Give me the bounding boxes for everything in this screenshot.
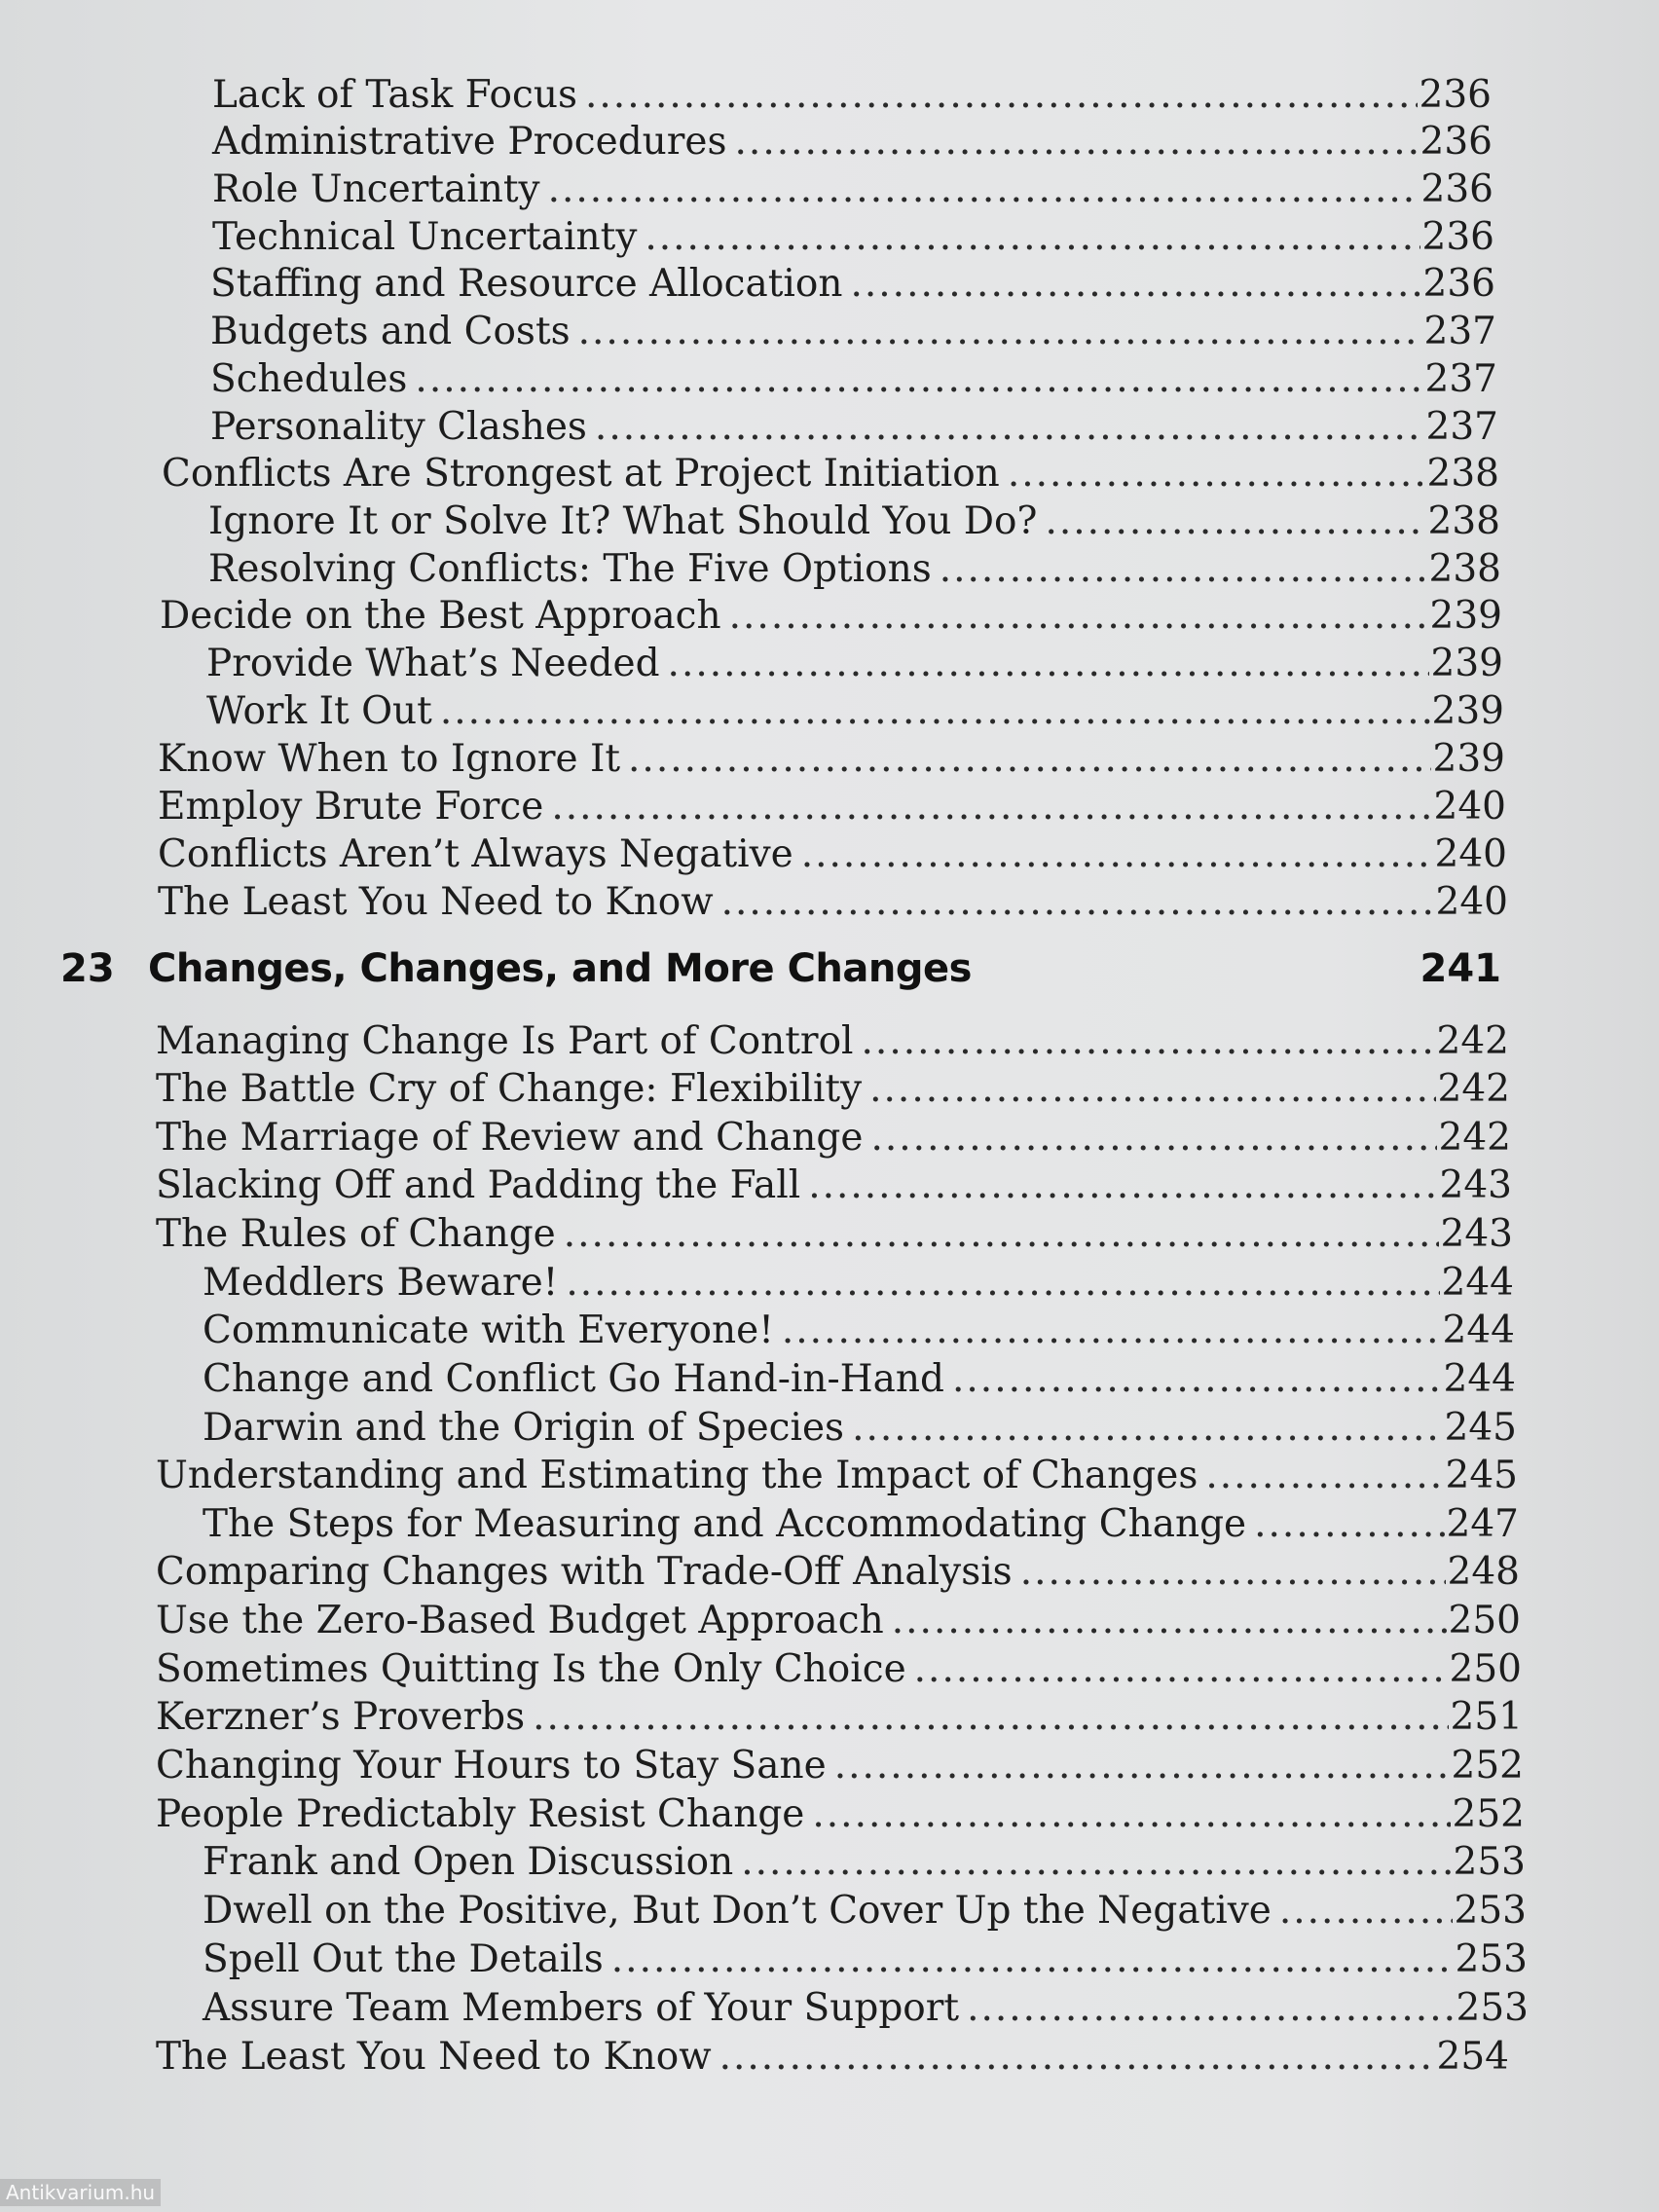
toc-entry (208, 546, 1501, 593)
dot-leader (440, 688, 1430, 735)
toc-entry-title: Use the Zero-Based Budget Approach (156, 1599, 884, 1642)
toc-entry-page: 244 (1442, 1309, 1515, 1352)
dot-leader (564, 1211, 1439, 1258)
toc-entry-title: Change and Conflict Go Hand-in-Hand (203, 1357, 945, 1401)
toc-entry-title: People Predictably Resist Change (156, 1792, 805, 1836)
chapter-page: 241 (1419, 946, 1501, 991)
dot-leader (1020, 1549, 1446, 1596)
dot-leader (551, 784, 1431, 830)
toc-entry-title: Changing Your Hours to Stay Sane (156, 1744, 827, 1788)
toc-entry-title: Communicate with Everyone! (203, 1309, 774, 1352)
dot-leader (1205, 1453, 1443, 1499)
toc-entry (156, 1211, 1513, 1258)
toc-entry-page: 240 (1433, 785, 1506, 829)
toc-entry-page: 253 (1453, 1840, 1526, 1884)
toc-entry-page: 240 (1435, 880, 1508, 924)
toc-entry-title: Conflicts Aren’t Always Negative (158, 832, 793, 876)
toc-entry (203, 1260, 1514, 1307)
dot-leader (1045, 498, 1425, 545)
toc-entry (158, 879, 1508, 926)
toc-entry-title: Decide on the Best Approach (160, 594, 721, 638)
toc-entry (210, 404, 1498, 451)
dot-leader (578, 309, 1422, 355)
toc-entry-page: 253 (1454, 1889, 1527, 1933)
toc-entry-page: 242 (1436, 1019, 1509, 1063)
toc-entry-title: Spell Out the Details (203, 1937, 604, 1981)
dot-leader (1279, 1888, 1453, 1935)
toc-entry-page: 239 (1431, 689, 1504, 733)
toc-entry-title: Lack of Task Focus (212, 73, 577, 117)
toc-entry-title: Understanding and Estimating the Impact of Changes (156, 1454, 1198, 1497)
toc-entry (160, 593, 1502, 640)
toc-entry-title: Dwell on the Positive, But Don’t Cover Up the Negative (203, 1889, 1272, 1933)
toc-entry (203, 1985, 1529, 2032)
toc-entry-page: 237 (1423, 310, 1496, 353)
dot-leader (1008, 451, 1425, 498)
toc-entry (210, 309, 1496, 355)
toc-entry (203, 1839, 1526, 1886)
toc-entry-title: Schedules (210, 357, 408, 401)
toc-entry (212, 72, 1492, 119)
toc-entry-page: 243 (1440, 1212, 1513, 1256)
toc-entry-title: The Least You Need to Know (156, 2035, 712, 2079)
toc-entry-title: Staffing and Resource Allocation (210, 262, 843, 306)
dot-leader (808, 1162, 1437, 1209)
dot-leader (611, 1936, 1454, 1983)
toc-entry-title: The Least You Need to Know (158, 880, 714, 924)
toc-entry-page: 238 (1427, 499, 1500, 543)
toc-entry-page: 253 (1456, 1986, 1529, 2030)
toc-entry-page: 239 (1432, 737, 1505, 781)
toc-entry-page: 236 (1422, 262, 1495, 306)
toc-entry (156, 1549, 1520, 1596)
dot-leader (595, 404, 1424, 451)
watermark: Antikvarium.hu (0, 2179, 161, 2206)
toc-entry (156, 2034, 1509, 2081)
toc-entry (206, 641, 1503, 687)
chapter-title: Changes, Changes, and More Changes (148, 946, 972, 991)
toc-entry-title: The Marriage of Review and Change (156, 1116, 864, 1160)
toc-entry (208, 498, 1500, 545)
dot-leader (628, 736, 1431, 783)
toc-entry-page: 236 (1419, 73, 1492, 117)
toc-entry (158, 736, 1505, 783)
toc-entry-page: 244 (1443, 1357, 1516, 1401)
toc-entry-page: 242 (1438, 1116, 1511, 1160)
toc-entry-page: 252 (1451, 1744, 1524, 1788)
toc-entry-page: 238 (1426, 452, 1499, 496)
toc-entry-title: The Battle Cry of Change: Flexibility (156, 1067, 863, 1111)
toc-entry-title: The Steps for Measuring and Accommodating Change (203, 1502, 1247, 1546)
toc-entry-title: Technical Uncertainty (212, 215, 638, 259)
dot-leader (668, 641, 1429, 687)
toc-entry (156, 1791, 1525, 1838)
dot-leader (862, 1018, 1435, 1065)
toc-entry (206, 688, 1504, 735)
toc-entry-title: Know When to Ignore It (158, 737, 621, 781)
toc-entry (203, 1501, 1519, 1548)
toc-entry-title: Resolving Conflicts: The Five Options (208, 547, 932, 591)
toc-entry-page: 236 (1421, 215, 1494, 259)
dot-leader (585, 72, 1418, 119)
dot-leader (914, 1646, 1448, 1693)
dot-leader (940, 546, 1427, 593)
toc-entry-page: 252 (1452, 1792, 1525, 1836)
toc-entry-title: Conflicts Are Strongest at Project Initiation (162, 452, 1000, 496)
toc-entry-page: 240 (1434, 832, 1507, 876)
toc-entry (203, 1888, 1527, 1935)
dot-leader (834, 1743, 1450, 1789)
toc-entry (156, 1115, 1511, 1161)
toc-entry (156, 1743, 1524, 1789)
toc-entry (203, 1405, 1517, 1452)
toc-entry-page: 253 (1455, 1937, 1528, 1981)
toc-entry (212, 166, 1493, 213)
toc-entry-title: Meddlers Beware! (203, 1261, 559, 1305)
toc-entry-page: 238 (1428, 547, 1501, 591)
dot-leader (729, 593, 1428, 640)
toc-entry-page: 243 (1439, 1163, 1512, 1207)
toc-entry-page: 244 (1441, 1261, 1514, 1305)
dot-leader (801, 831, 1433, 878)
toc-entry (212, 214, 1494, 261)
toc-entry-page: 237 (1424, 357, 1497, 401)
toc-entry-page: 254 (1436, 2035, 1509, 2079)
toc-entry-page: 250 (1449, 1647, 1522, 1691)
chapter-heading (60, 941, 1501, 996)
toc-entry-page: 251 (1450, 1695, 1523, 1739)
toc-entry-title: The Rules of Change (156, 1212, 556, 1256)
dot-leader (719, 2034, 1435, 2081)
toc-entry (158, 831, 1507, 878)
toc-entry (156, 1453, 1518, 1499)
dot-leader (782, 1308, 1441, 1354)
dot-leader (967, 1985, 1454, 2032)
dot-leader (812, 1791, 1450, 1838)
toc-entry-page: 250 (1448, 1599, 1521, 1642)
toc-entry-title: Assure Team Members of Your Support (203, 1986, 960, 2030)
toc-entry-title: Comparing Changes with Trade-Off Analysis (156, 1550, 1013, 1594)
dot-leader (870, 1115, 1436, 1161)
toc-entry-page: 248 (1447, 1550, 1520, 1594)
toc-entry (156, 1598, 1521, 1644)
dot-leader (721, 879, 1434, 926)
dot-leader (566, 1260, 1439, 1307)
toc-entry-title: Personality Clashes (210, 405, 587, 449)
toc-entry (156, 1162, 1512, 1209)
toc-entry-title: Provide What’s Needed (206, 642, 660, 685)
toc-entry-title: Employ Brute Force (158, 785, 544, 829)
toc-entry (212, 119, 1493, 166)
toc-entry (162, 451, 1499, 498)
toc-entry-page: 239 (1430, 642, 1503, 685)
dot-leader (741, 1839, 1451, 1886)
toc-entry-title: Administrative Procedures (212, 120, 727, 164)
chapter-number: 23 (60, 946, 115, 991)
toc-entry-title: Sometimes Quitting Is the Only Choice (156, 1647, 906, 1691)
dot-leader (869, 1066, 1435, 1113)
toc-entry (203, 1356, 1516, 1403)
dot-leader (533, 1694, 1448, 1741)
toc-entry-page: 239 (1429, 594, 1502, 638)
toc-entry-page: 242 (1437, 1067, 1510, 1111)
toc-entry-page: 237 (1425, 405, 1498, 449)
dot-leader (645, 214, 1419, 261)
toc-entry-title: Work It Out (206, 689, 432, 733)
toc-entry-title: Budgets and Costs (210, 310, 571, 353)
toc-entry-page: 245 (1444, 1406, 1517, 1450)
dot-leader (952, 1356, 1442, 1403)
toc-entry-page: 245 (1445, 1454, 1518, 1497)
toc-entry (156, 1066, 1510, 1113)
toc-entry-page: 236 (1420, 167, 1493, 211)
toc-entry (210, 356, 1497, 403)
toc-entry (156, 1694, 1523, 1741)
toc-entry-title: Ignore It or Solve It? What Should You Do? (208, 499, 1038, 543)
toc-entry-title: Frank and Open Discussion (203, 1840, 734, 1884)
dot-leader (892, 1598, 1447, 1644)
dot-leader (1254, 1501, 1444, 1548)
toc-entry-title: Role Uncertainty (212, 167, 540, 211)
toc-entry (156, 1018, 1509, 1065)
toc-entry (210, 261, 1495, 308)
dot-leader (548, 166, 1419, 213)
toc-entry (156, 1646, 1522, 1693)
toc-entry-page: 236 (1419, 120, 1493, 164)
dot-leader (415, 356, 1422, 403)
dot-leader (850, 261, 1420, 308)
toc-entry-title: Kerzner’s Proverbs (156, 1695, 526, 1739)
toc-entry (158, 784, 1506, 830)
toc-entry-title: Slacking Off and Padding the Fall (156, 1163, 801, 1207)
dot-leader (735, 119, 1419, 166)
toc-entry-title: Managing Change Is Part of Control (156, 1019, 854, 1063)
toc-entry-title: Darwin and the Origin of Species (203, 1406, 845, 1450)
toc-entry (203, 1308, 1515, 1354)
toc-entry (203, 1936, 1528, 1983)
dot-leader (852, 1405, 1442, 1452)
toc-entry-page: 247 (1446, 1502, 1519, 1546)
